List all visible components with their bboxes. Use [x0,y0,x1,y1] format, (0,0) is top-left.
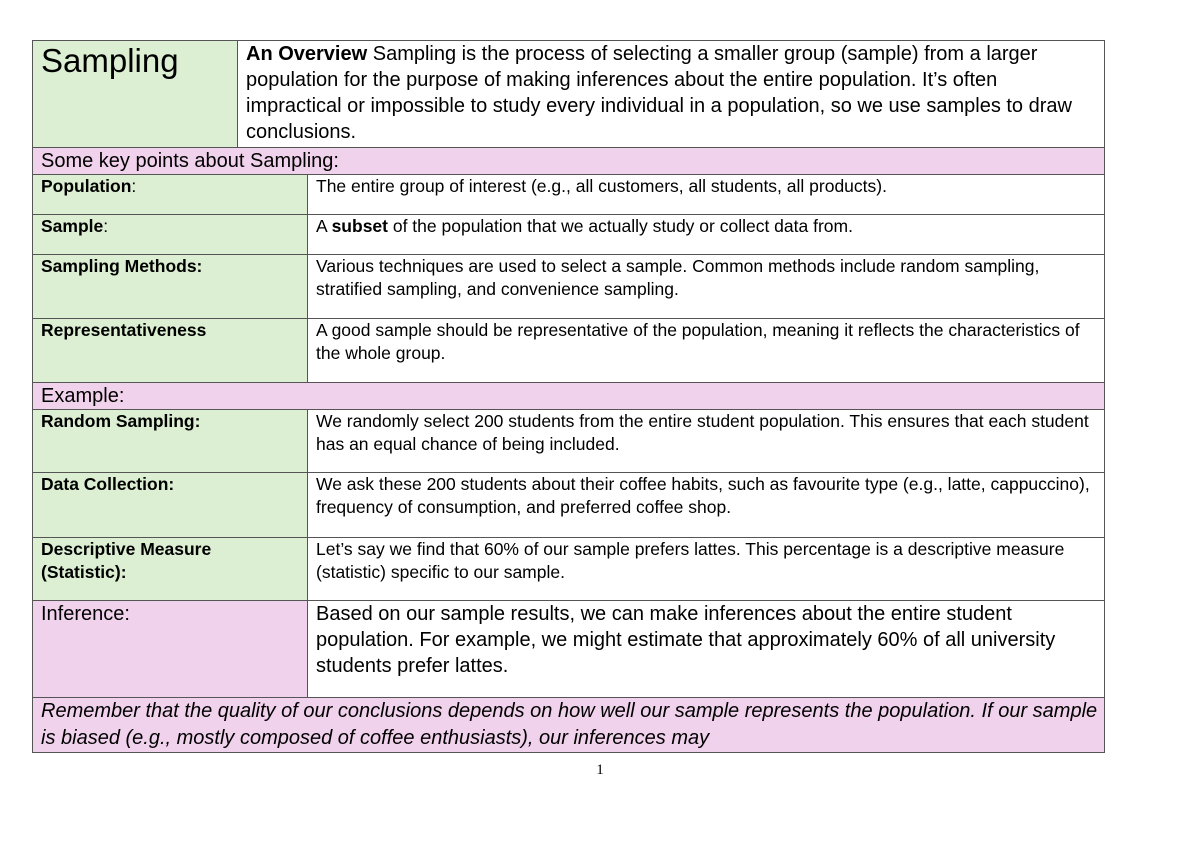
remember-cell [33,698,1105,753]
term-sample: Sample [41,216,104,236]
term-cell [33,473,308,538]
inference-text: Based on our sample results, we can make inferences about the entire student population. For example, we might estimate that approximately 60% of all university students prefer lattes. [316,603,1056,677]
term-cell [33,175,308,215]
term-cell [33,255,308,319]
definition-cell [308,410,1105,473]
term-suffix: : [103,216,109,236]
example-heading-row [33,383,1105,410]
term-sampling-methods: Sampling Methods: [41,256,203,276]
definition-sample-emphasis: subset [331,216,388,236]
definition-population: The entire group of interest (e.g., all customers, all students, all products). [316,176,887,196]
table-row [33,175,1105,215]
table-row [33,473,1105,538]
remember-text: Remember that the quality of our conclusions depends on how well our sample represents the population. If our sample is biased (e.g., mostly composed of coffee enthusiasts), our inferences may [41,700,1098,749]
table-row [33,255,1105,319]
term-suffix: : [131,176,137,196]
definition-cell [308,215,1105,255]
sampling-table [32,40,1105,753]
page-title: Sampling [41,42,179,79]
term-descriptive-measure: Descriptive Measure (Statistic): [41,539,212,582]
term-population: Population [41,176,132,196]
key-points-heading: Some key points about Sampling: [41,150,339,172]
definition-sample-part: A [316,216,332,236]
overview-cell [238,41,1105,148]
definition-cell [308,473,1105,538]
definition-data-collection: We ask these 200 students about their coffee habits, such as favourite type (e.g., latte, cappuccino), frequency of consumption, and preferred coffee shop. [316,474,1090,517]
overview-text: Sampling is the process of selecting a smaller group (sample) from a larger population for the purpose of making inferences about the entire population. It’s often impractical or impossible to study every individual in a population, so we use samples to draw conclusions. [246,43,1072,143]
inference-text-cell [308,601,1105,698]
example-heading: Example: [41,385,125,407]
term-cell [33,215,308,255]
page-number: 1 [596,762,604,778]
table-row [33,319,1105,383]
term-cell [33,410,308,473]
table-row [33,538,1105,601]
overview-heading: An Overview [246,43,368,65]
definition-cell [308,255,1105,319]
table-row [33,601,1105,698]
term-cell [33,319,308,383]
table-row [33,215,1105,255]
term-random-sampling: Random Sampling: [41,411,201,431]
definition-descriptive-measure: Let’s say we find that 60% of our sample prefers lattes. This percentage is a descriptive measure (statistic) specific to our sample. [316,539,1065,582]
term-representativeness: Representativeness [41,320,207,340]
definition-cell [308,175,1105,215]
definition-representativeness: A good sample should be representative of the population, meaning it reflects the characteristics of the whole group. [316,320,1080,363]
key-points-heading-row [33,148,1105,175]
table-row [33,410,1105,473]
definition-sample-part: of the population that we actually study or collect data from. [387,216,853,236]
definition-random-sampling: We randomly select 200 students from the entire student population. This ensures that each student has an equal chance of being included. [316,411,1089,454]
definition-cell [308,538,1105,601]
definition-cell [308,319,1105,383]
inference-label: Inference: [41,603,130,625]
definition-sampling-methods: Various techniques are used to select a sample. Common methods include random sampling, stratified sampling, and convenience sampling. [316,256,1040,299]
term-data-collection: Data Collection: [41,474,175,494]
title-cell [33,41,238,148]
term-cell [33,538,308,601]
inference-label-cell [33,601,308,698]
